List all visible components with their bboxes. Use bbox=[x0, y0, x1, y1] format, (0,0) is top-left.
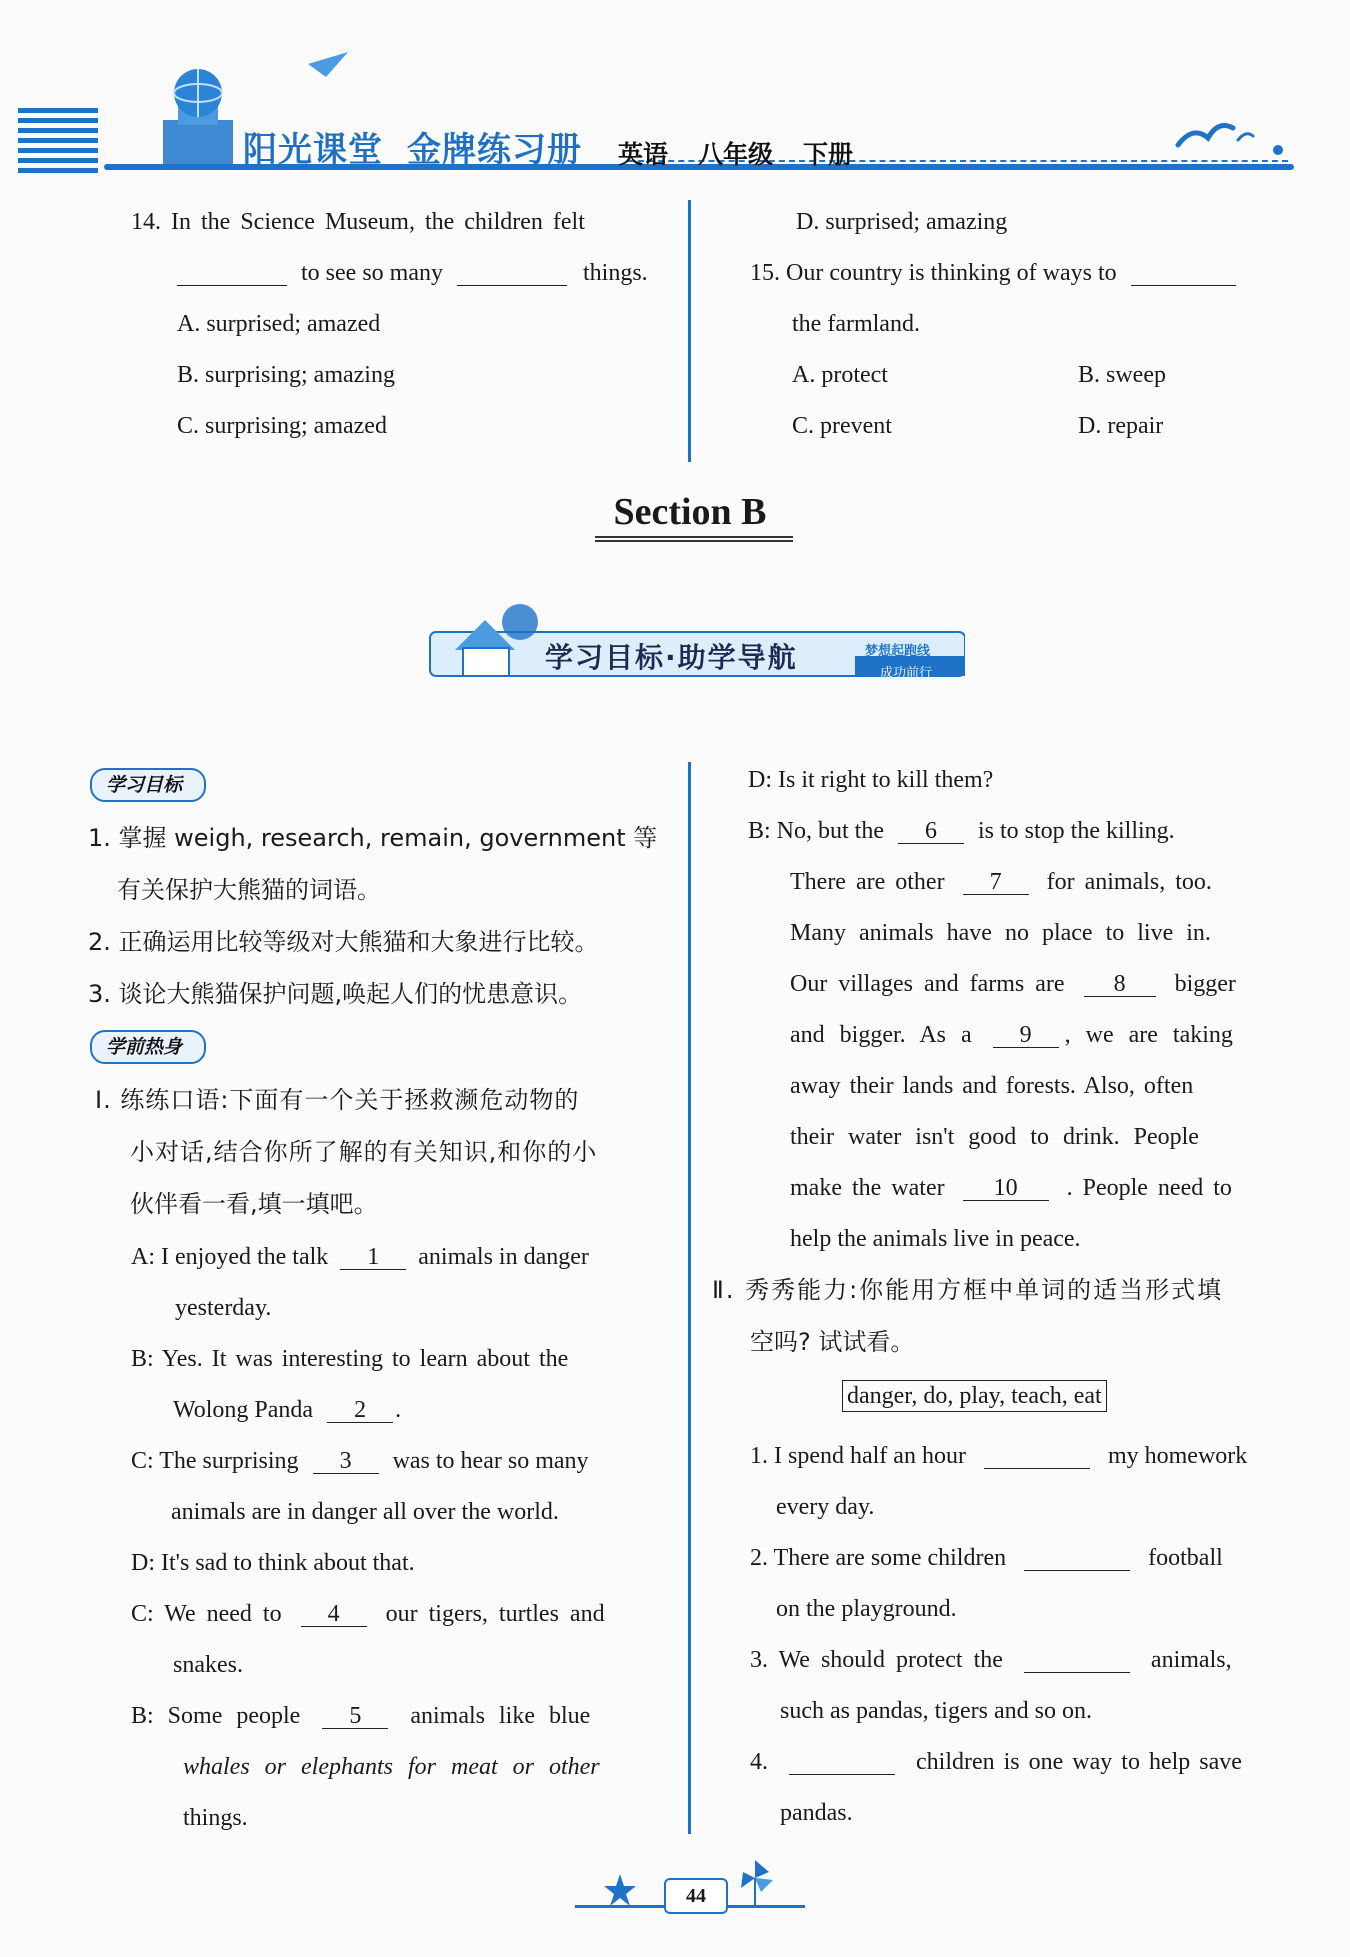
b3-l4-text-post: bigger bbox=[1174, 971, 1236, 997]
page-header bbox=[18, 60, 1303, 185]
q15-option-b[interactable]: B. sweep bbox=[1078, 362, 1166, 388]
fill-q2-blank[interactable] bbox=[1024, 1546, 1130, 1571]
goal-2: 2. 正确运用比较等级对大熊猫和大象进行比较。 bbox=[88, 928, 599, 956]
fill-q2-line2: on the playground. bbox=[776, 1596, 957, 1622]
globe-icon bbox=[153, 65, 243, 165]
section-title: Section B bbox=[613, 491, 767, 533]
fill-q1-line2: every day. bbox=[776, 1494, 875, 1520]
column-divider-bottom bbox=[688, 762, 691, 1834]
blank-10[interactable]: 10 bbox=[963, 1176, 1049, 1201]
blank-5[interactable]: 5 bbox=[322, 1704, 388, 1729]
series-title-2: 金牌练习册 bbox=[407, 130, 582, 170]
header-stripes bbox=[18, 108, 98, 178]
fill-q1-blank[interactable] bbox=[984, 1444, 1090, 1469]
b3-l2-text: There are other bbox=[790, 869, 945, 895]
dialogue-c1 bbox=[131, 1449, 589, 1474]
dialogue-a1 bbox=[131, 1245, 589, 1270]
series-title bbox=[243, 122, 606, 171]
part1-title-3: 伙伴看一看,填一填吧。 bbox=[130, 1190, 378, 1218]
blank-7[interactable]: 7 bbox=[963, 870, 1029, 895]
column-divider-top bbox=[688, 200, 691, 462]
dialogue-b1-line2 bbox=[173, 1398, 401, 1423]
b1-text-post: . bbox=[395, 1397, 402, 1423]
dialogue-b3-line5 bbox=[790, 1023, 1233, 1048]
subject: 英语 bbox=[618, 140, 669, 169]
blank-8[interactable]: 8 bbox=[1084, 972, 1156, 997]
blank-1[interactable]: 1 bbox=[340, 1245, 406, 1270]
q15-blank[interactable] bbox=[1131, 261, 1236, 286]
b3-l5-text-post: , we are taking bbox=[1064, 1022, 1233, 1048]
fill-q3 bbox=[750, 1648, 1232, 1673]
fill-q4 bbox=[750, 1750, 1242, 1775]
birds-icon bbox=[1168, 110, 1288, 160]
c2-text-post: our tigers, turtles and bbox=[385, 1601, 605, 1627]
q15-stem-line1 bbox=[750, 261, 1236, 286]
b2-text-post: animals like blue bbox=[410, 1703, 591, 1729]
dialogue-c2-line2: snakes. bbox=[173, 1652, 243, 1678]
q15-option-c[interactable]: C. prevent bbox=[792, 413, 892, 439]
b3-l4-text: Our villages and farms are bbox=[790, 971, 1065, 997]
banner-title: 学习目标·助学导航 bbox=[545, 641, 798, 674]
dialogue-b3-line9: help the animals live in peace. bbox=[790, 1226, 1081, 1252]
a1-text-post: animals in danger bbox=[418, 1244, 589, 1270]
part2-title-1: Ⅱ. 秀秀能力:你能用方框中单词的适当形式填 bbox=[712, 1276, 1224, 1304]
q14-stem: 14. In the Science Museum, the children felt bbox=[131, 209, 585, 235]
dialogue-b3 bbox=[748, 819, 1175, 844]
fill-q3-text: 3. We should protect the bbox=[750, 1647, 1003, 1673]
dialogue-b2-line3: things. bbox=[183, 1805, 248, 1831]
b3-text-post: is to stop the killing. bbox=[978, 818, 1175, 844]
pinwheel-icon bbox=[735, 1858, 775, 1908]
q14-option-c[interactable]: C. surprising; amazed bbox=[177, 413, 387, 439]
q14-line2 bbox=[177, 261, 648, 286]
star-icon bbox=[600, 1870, 640, 1910]
blank-4[interactable]: 4 bbox=[301, 1602, 367, 1627]
goals-label: 学习目标 bbox=[90, 768, 206, 802]
dialogue-a1-line2: yesterday. bbox=[175, 1295, 272, 1321]
a1-text: A: I enjoyed the talk bbox=[131, 1244, 329, 1270]
dialogue-b1: B: Yes. It was interesting to learn about the bbox=[131, 1346, 569, 1372]
fill-q3-text-post: animals, bbox=[1150, 1647, 1232, 1673]
q14-blank-1[interactable] bbox=[177, 261, 287, 286]
fill-q2-text: 2. There are some children bbox=[750, 1545, 1007, 1571]
fill-q1-text-post: my homework bbox=[1107, 1443, 1248, 1469]
dialogue-c2 bbox=[131, 1602, 605, 1627]
c2-text: C: We need to bbox=[131, 1601, 282, 1627]
fill-q1 bbox=[750, 1444, 1247, 1469]
q14-mid: to see so many bbox=[301, 260, 443, 286]
b3-l8-text-post: . People need to bbox=[1066, 1175, 1232, 1201]
fill-q2 bbox=[750, 1546, 1223, 1571]
q14-option-d[interactable]: D. surprised; amazing bbox=[796, 209, 1008, 235]
section-banner bbox=[425, 600, 965, 682]
b3-text: B: No, but the bbox=[748, 818, 884, 844]
fill-q3-line2: such as pandas, tigers and so on. bbox=[780, 1698, 1092, 1724]
book-info bbox=[618, 135, 883, 171]
b3-l5-text: and bigger. As a bbox=[790, 1022, 972, 1048]
dialogue-b3-line4 bbox=[790, 972, 1236, 997]
q15-option-a[interactable]: A. protect bbox=[792, 362, 888, 388]
dialogue-b3-line3: Many animals have no place to live in. bbox=[790, 920, 1211, 946]
dialogue-b3-line2 bbox=[790, 870, 1212, 895]
dialogue-d1: D: It's sad to think about that. bbox=[131, 1550, 415, 1576]
dialogue-b3-line8 bbox=[790, 1176, 1232, 1201]
c1-text-post: was to hear so many bbox=[392, 1448, 589, 1474]
grade: 八年级 bbox=[698, 140, 774, 169]
q14-option-a[interactable]: A. surprised; amazed bbox=[177, 311, 381, 337]
page-number: 44 bbox=[664, 1878, 728, 1914]
part1-title-1: Ⅰ. 练练口语:下面有一个关于拯救濒危动物的 bbox=[95, 1086, 580, 1114]
b2-text: B: Some people bbox=[131, 1703, 301, 1729]
warmup-label: 学前热身 bbox=[90, 1030, 206, 1064]
fill-q4-text-post: children is one way to help save bbox=[916, 1749, 1242, 1775]
dialogue-b3-line7: their water isn't good to drink. People bbox=[790, 1124, 1199, 1150]
section-title-underline bbox=[595, 536, 793, 542]
goal-1: 1. 掌握 weigh, research, remain, government 等 bbox=[88, 824, 658, 852]
part1-title-2: 小对话,结合你所了解的有关知识,和你的小 bbox=[130, 1138, 598, 1166]
part2-title-2: 空吗? 试试看。 bbox=[750, 1328, 915, 1356]
q14-blank-2[interactable] bbox=[457, 261, 567, 286]
q15-stem: 15. Our country is thinking of ways to bbox=[750, 260, 1117, 286]
dialogue-c1-line2: animals are in danger all over the world. bbox=[171, 1499, 559, 1525]
q15-stem-line2: the farmland. bbox=[792, 311, 920, 337]
b1-text: Wolong Panda bbox=[173, 1397, 314, 1423]
word-box: danger, do, play, teach, eat bbox=[842, 1380, 1107, 1412]
goal-1-cont: 有关保护大熊猫的词语。 bbox=[117, 876, 381, 904]
blank-3[interactable]: 3 bbox=[313, 1449, 379, 1474]
fill-q4-text: 4. bbox=[750, 1749, 768, 1775]
fill-q3-blank[interactable] bbox=[1024, 1648, 1130, 1673]
q14-end: things. bbox=[582, 260, 648, 286]
goal-3: 3. 谈论大熊猫保护问题,唤起人们的忧患意识。 bbox=[88, 980, 583, 1008]
banner-slogan-2: 成功前行 bbox=[880, 666, 933, 681]
blank-6[interactable]: 6 bbox=[898, 819, 964, 844]
dialogue-b2 bbox=[131, 1704, 590, 1729]
fill-q2-text-post: football bbox=[1148, 1545, 1223, 1571]
q14-option-b[interactable]: B. surprising; amazing bbox=[177, 362, 395, 388]
fill-q1-text: 1. I spend half an hour bbox=[750, 1443, 966, 1469]
volume: 下册 bbox=[803, 140, 854, 169]
dialogue-b2-line2: whales or elephants for meat or other bbox=[183, 1754, 600, 1780]
banner-slogan-1: 梦想起跑线 bbox=[865, 644, 931, 659]
fill-q4-line2: pandas. bbox=[780, 1800, 853, 1826]
b3-l8-text: make the water bbox=[790, 1175, 945, 1201]
q15-option-d[interactable]: D. repair bbox=[1078, 413, 1164, 439]
blank-2[interactable]: 2 bbox=[327, 1398, 393, 1423]
b3-l2-text-post: for animals, too. bbox=[1046, 869, 1212, 895]
dialogue-d2: D: Is it right to kill them? bbox=[748, 767, 994, 793]
paper-plane-icon bbox=[308, 52, 348, 77]
fill-q4-blank[interactable] bbox=[789, 1750, 895, 1775]
c1-text: C: The surprising bbox=[131, 1448, 299, 1474]
series-title-1: 阳光课堂 bbox=[243, 130, 383, 170]
dialogue-b3-line6: away their lands and forests. Also, often bbox=[790, 1073, 1194, 1099]
blank-9[interactable]: 9 bbox=[993, 1023, 1059, 1048]
